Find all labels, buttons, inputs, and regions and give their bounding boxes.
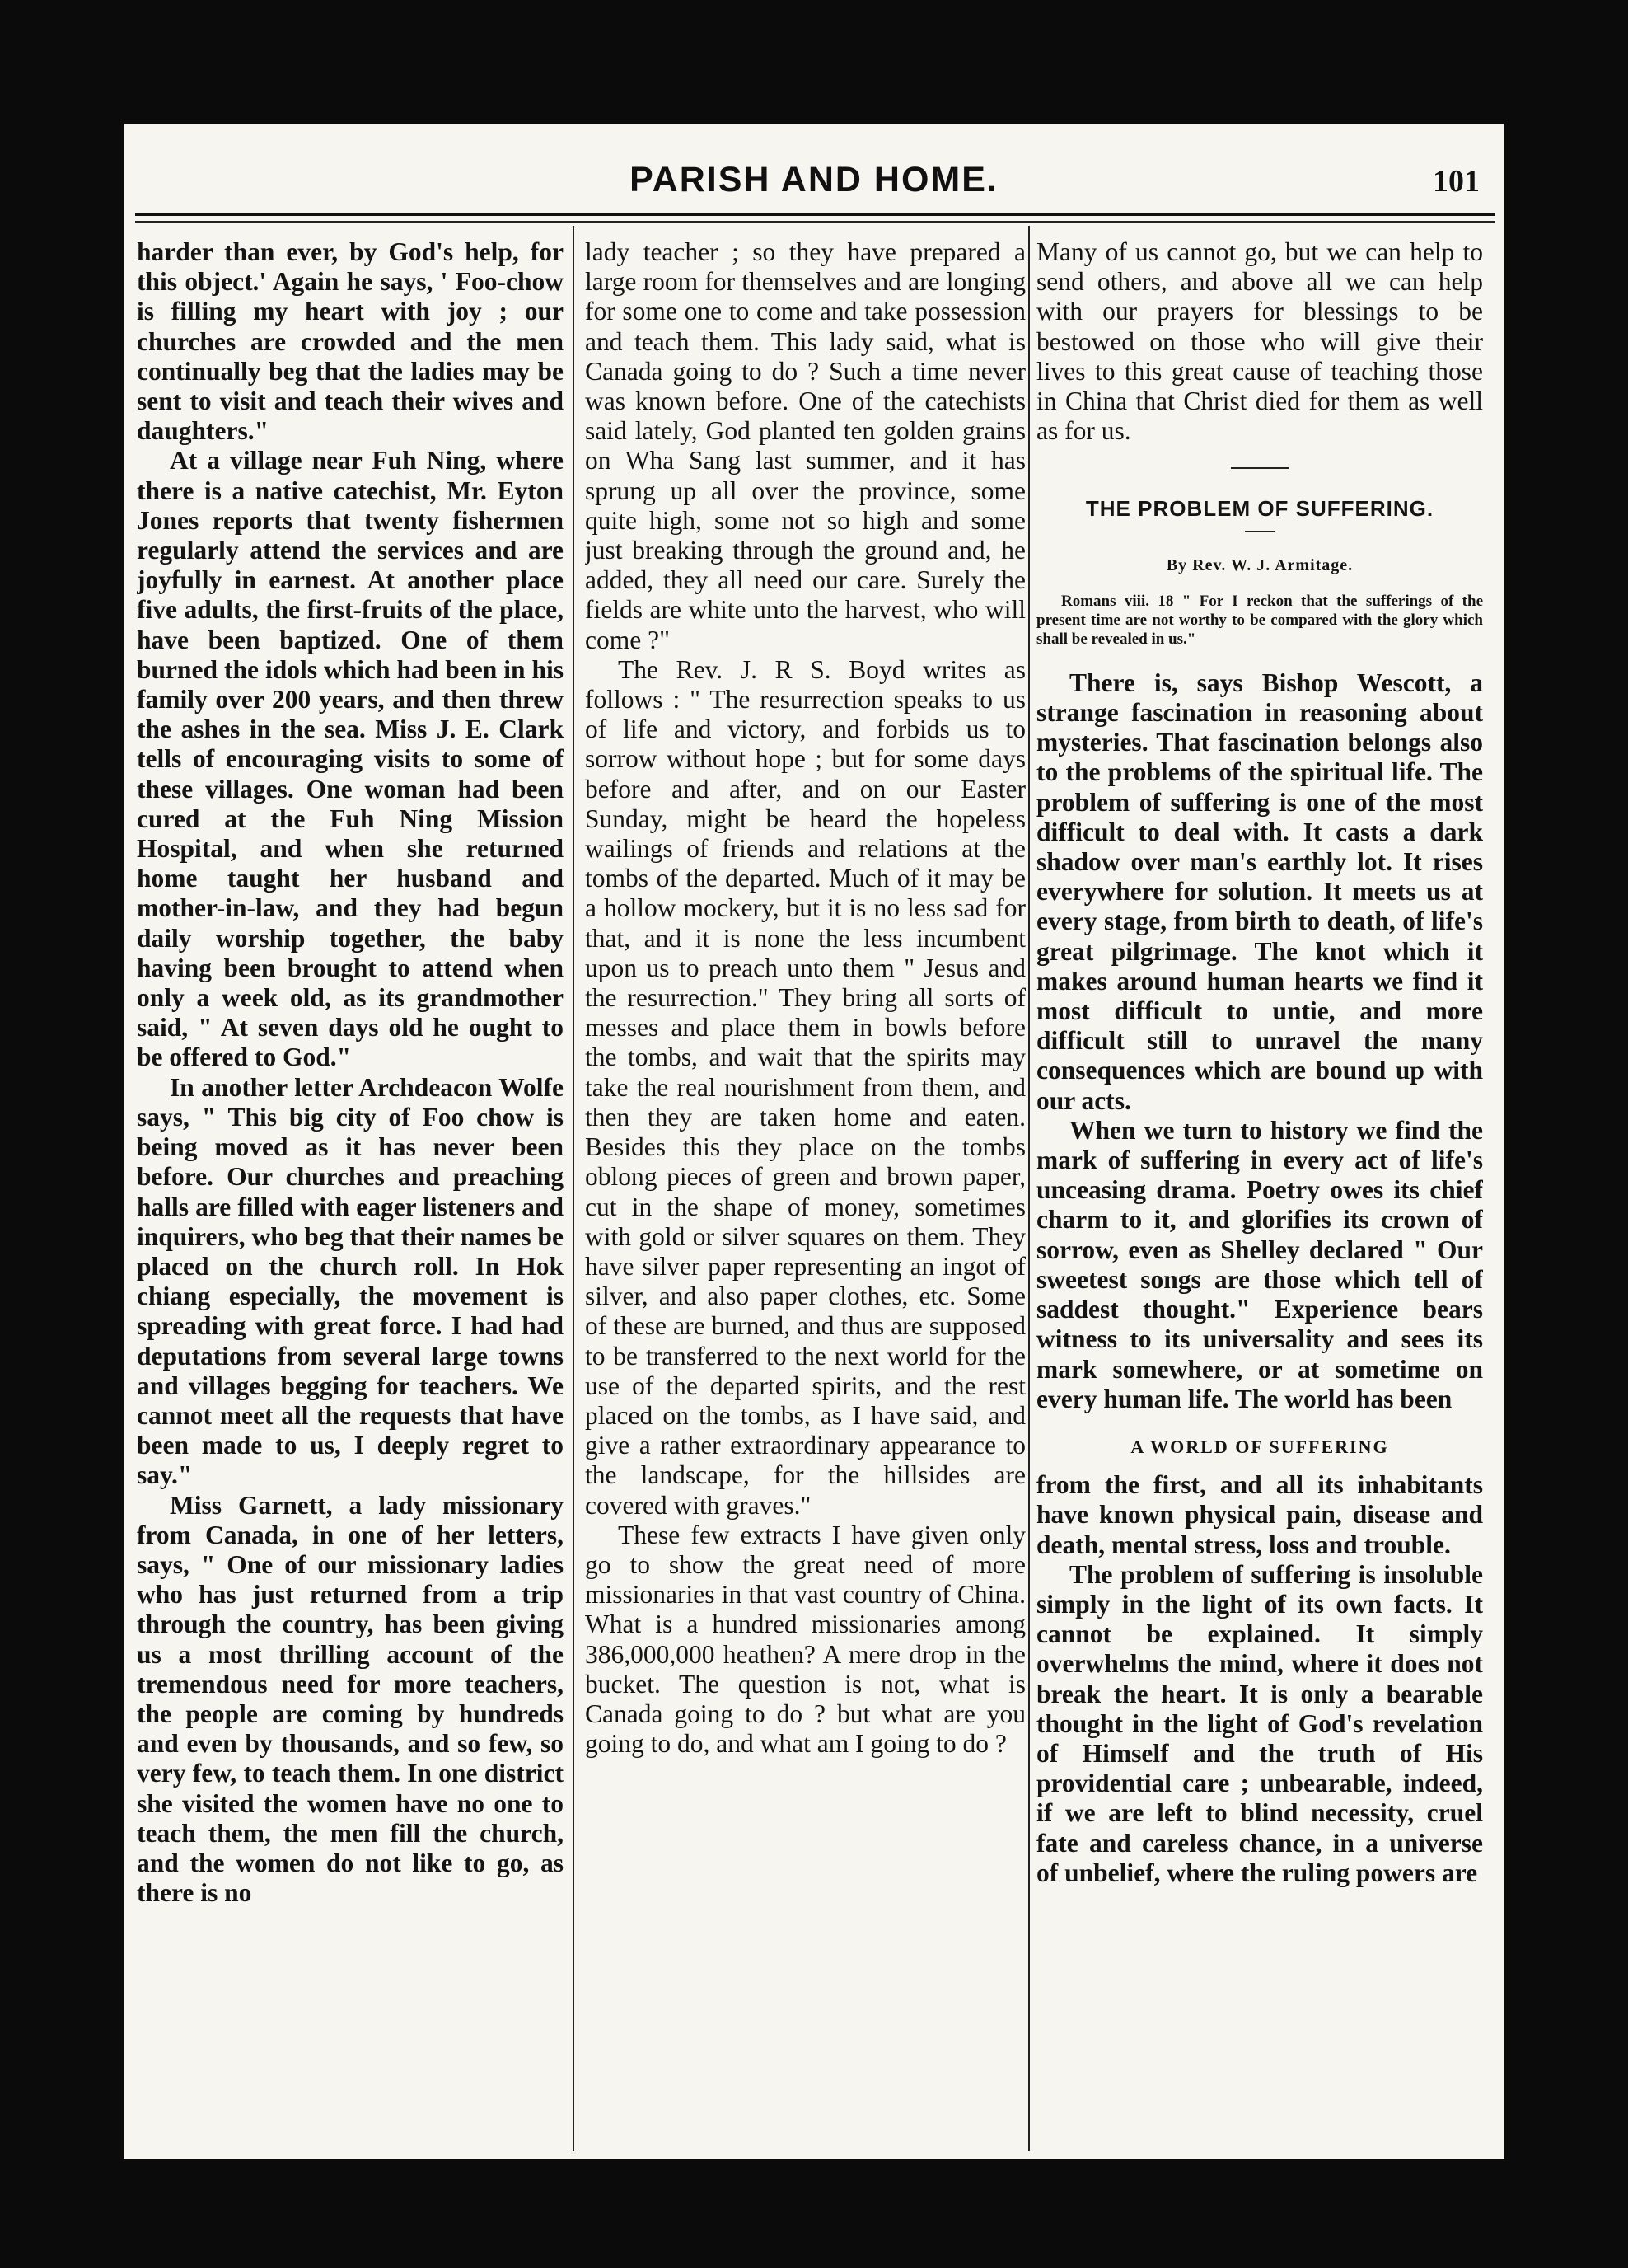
- paragraph: lady teacher ; so they have prepared a large room for themselves and are longing for some one to come and take possession and teach them. This lady said, what is Canada going to do ? Such a time never was known before. One of the catechists said lately, God planted ten golden grains on Wha Sang last summer, and it has sprung up all over the province, some quite high, some not so high and some just breaking through the ground and, he added, they all need our care. Surely the fields are white unto the harvest, who will come ?": [585, 237, 1026, 654]
- column-divider-1: [573, 226, 574, 2151]
- paragraph: harder than ever, by God's help, for this object.' Again he says, ' Foo-chow is filling my heart with joy ; our churches are crowded and the men continually beg that the ladies may be sent to visit and teach their wives and daughters.": [137, 237, 564, 446]
- section-separator: [1231, 467, 1289, 469]
- column-3: [1036, 237, 1483, 2149]
- header-rule-thick: [135, 213, 1495, 216]
- title-rule: [1245, 531, 1275, 532]
- column-2: [585, 237, 1026, 2149]
- running-title: PARISH AND HOME.: [629, 160, 999, 199]
- header-rule-thin: [135, 221, 1495, 223]
- byline: By Rev. W. J. Armitage.: [1166, 555, 1354, 574]
- paragraph: At a village near Fuh Ning, where there is a native catechist, Mr. Eyton Jones reports that twenty fishermen regularly attend the services and are joyfully in earnest. At another place five adults, the first-fruits of the place, have been baptized. One of them burned the idols which had been in his family over 200 years, and then threw the ashes in the sea. Miss J. E. Clark tells of encouraging visits to some of these villages. One woman had been cured at the Fuh Ning Mission Hospital, and when she returned home taught her husband and mother-in-law, and they had begun daily worship together, the baby having been brought to attend when only a week old, as its grandmother said, " At seven days old he ought to be offered to God.": [137, 446, 564, 1072]
- paragraph: These few extracts I have given only go to show the great need of more missionaries in that vast country of China. What is a hundred missionaries among 386,000,000 heathen? A mere drop in the bucket. The question is not, what is Canada going to do ? but what are you going to do, and what am I going to do ?: [585, 1520, 1026, 1759]
- paragraph: from the first, and all its inhabitants have known physical pain, disease and death, mental stress, loss and trouble.: [1036, 1470, 1483, 1559]
- paragraph: The problem of suffering is insoluble simply in the light of its own facts. It cannot be explained. It simply overwhelms the mind, where it does not break the heart. It is only a bearable thought in the light of God's revelation of Himself and the truth of His providential care ; unbearable, indeed, if we are left to blind necessity, cruel fate and careless chance, in a universe of unbelief, where the ruling powers are: [1036, 1559, 1483, 1887]
- subheading: A WORLD OF SUFFERING: [1130, 1436, 1389, 1457]
- page-number: 101: [1433, 164, 1480, 199]
- paragraph: The Rev. J. R S. Boyd writes as follows : " The resurrection speaks to us of life and victory, and forbids us to sorrow without hope ; but for some days before and after, and on our Easter Sunday, might be heard the hopeless wailings of friends and relations at the tombs of the departed. Much of it may be a hollow mockery, but it is no less sad for that, and it is none the less incumbent upon us to preach unto them " Jesus and the resurrection." They bring all sorts of messes and place them in bowls before the tombs, and wait that the spirits may take the real nourishment from them, and then they are taken home and eaten. Besides this they place on the tombs oblong pieces of green and brown paper, cut in the shape of money, sometimes with gold or silver squares on them. They have silver paper representing an ingot of silver, and also paper clothes, etc. Some of these are burned, and thus are supposed to be transferred to the next world for the use of the departed spirits, and the rest placed on the tombs, as I have said, and give a rather extraordinary appearance to the landscape, for the hillsides are covered with graves.": [585, 654, 1026, 1520]
- paragraph: There is, says Bishop Wescott, a strange fascination in reasoning about mysteries. That fascination belongs also to the problems of the spiritual life. The problem of suffering is one of the most difficult to deal with. It casts a dark shadow over man's earthly lot. It rises everywhere for solution. It meets us at every stage, from birth to death, of life's great pilgrimage. The knot which it makes around human hearts we find it most difficult to untie, and more difficult still to unravel the many consequences which are bound up with our acts.: [1036, 668, 1483, 1115]
- page-header: [124, 124, 1504, 210]
- paragraph: Many of us cannot go, but we can help to send others, and above all we can help with our prayers for blessings to be bestowed on those who will give their lives to this great cause of teaching those in China that Christ died for them as well as for us.: [1036, 237, 1483, 446]
- paragraph: In another letter Archdeacon Wolfe says, " This big city of Foo chow is being moved as it has never been before. Our churches and preaching halls are filled with eager listeners and inquirers, who beg that their names be placed on the church roll. In Hok chiang especially, the movement is spreading with great force. I had had deputations from several large towns and villages begging for teachers. We cannot meet all the requests that have been made to us, I deeply regret to say.": [137, 1072, 564, 1490]
- epigraph: Romans viii. 18 " For I reckon that the sufferings of the present time are not worthy to be compared with the glory which shall be revealed in us.": [1036, 592, 1483, 648]
- paragraph: When we turn to history we find the mark of suffering in every act of life's unceasing drama. Poetry owes its chief charm to it, and glorifies its crown of sorrow, even as Shelley declared " Our sweetest songs are those which tell of saddest thought." Experience bears witness to its universality and sees its mark somewhere, or at sometime on every human life. The world has been: [1036, 1115, 1483, 1413]
- column-1: [137, 237, 564, 2149]
- column-divider-2: [1028, 226, 1030, 2151]
- article-title: THE PROBLEM OF SUFFERING.: [1085, 496, 1434, 522]
- article-body: [1036, 668, 1483, 1888]
- newspaper-page: [124, 124, 1504, 2159]
- paragraph: Miss Garnett, a lady missionary from Canada, in one of her letters, says, " One of our missionary ladies who has just returned from a trip through the country, has been giving us a most thrilling account of the tremendous need for more teachers, the people are coming by hundreds and even by thousands, and so few, so very few, to teach them. In one district she visited the women have no one to teach them, the men fill the church, and the women do not like to go, as there is no: [137, 1490, 564, 1908]
